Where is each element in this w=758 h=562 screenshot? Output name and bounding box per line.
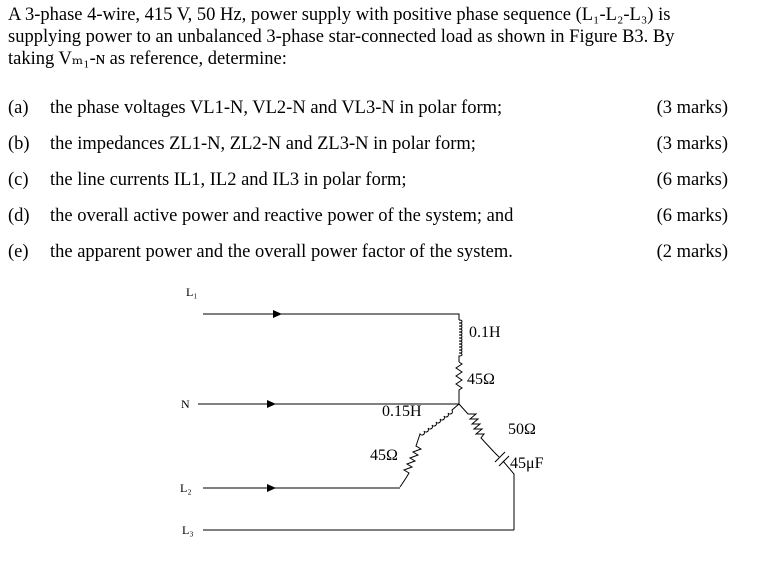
- terminal-n-label: N: [181, 397, 190, 411]
- arrow-n: [267, 400, 276, 408]
- resistor-branch-1: [456, 362, 462, 405]
- question-text: the phase voltages VL1-N, VL2-N and VL3-N in polar form;: [50, 98, 503, 118]
- inductor-branch-2: [418, 404, 459, 440]
- arrow-l1: [273, 310, 282, 318]
- arrow-l2: [267, 484, 276, 492]
- branch1-resistance-label: 45Ω: [467, 371, 495, 388]
- question-label: (a): [8, 98, 29, 118]
- line-l1-wire: [203, 314, 459, 320]
- question-label: (b): [8, 134, 30, 154]
- inductor-branch-1: [459, 320, 462, 362]
- terminal-l2-label: L₂: [180, 481, 192, 495]
- question-label: (d): [8, 206, 30, 226]
- question-marks: (3 marks): [656, 134, 728, 154]
- intro-line-1: A 3-phase 4-wire, 415 V, 50 Hz, power supply with positive phase sequence (L₁-L₂-L₃) is: [8, 5, 671, 25]
- intro-line-2: supplying power to an unbalanced 3-phase star-connected load as shown in Figure B3. By: [8, 27, 675, 47]
- terminal-l3-label: L₃: [182, 523, 194, 537]
- terminal-l1-label: L₁: [186, 285, 198, 299]
- branch2-inductance-label: 0.15H: [382, 403, 422, 420]
- branch3-capacitance-label: 45μF: [510, 455, 544, 472]
- question-marks: (6 marks): [656, 206, 728, 226]
- question-label: (c): [8, 170, 29, 190]
- resistor-branch-2: [400, 440, 421, 487]
- branch2-resistance-label: 45Ω: [370, 447, 398, 464]
- question-marks: (3 marks): [656, 98, 728, 118]
- question-label: (e): [8, 242, 29, 262]
- question-text: the impedances ZL1-N, ZL2-N and ZL3-N in polar form;: [50, 134, 476, 154]
- question-text: the apparent power and the overall power factor of the system.: [50, 242, 513, 262]
- branch1-inductance-label: 0.1H: [469, 324, 501, 341]
- branch3-resistance-label: 50Ω: [508, 421, 536, 438]
- question-marks: (6 marks): [656, 170, 728, 190]
- resistor-branch-3: [459, 404, 494, 452]
- question-text: the overall active power and reactive power of the system; and: [50, 206, 514, 226]
- question-marks: (2 marks): [656, 242, 728, 262]
- question-text: the line currents IL1, IL2 and IL3 in polar form;: [50, 170, 407, 190]
- intro-line-3: taking Vₘ₁-ɴ as reference, determine:: [8, 49, 287, 69]
